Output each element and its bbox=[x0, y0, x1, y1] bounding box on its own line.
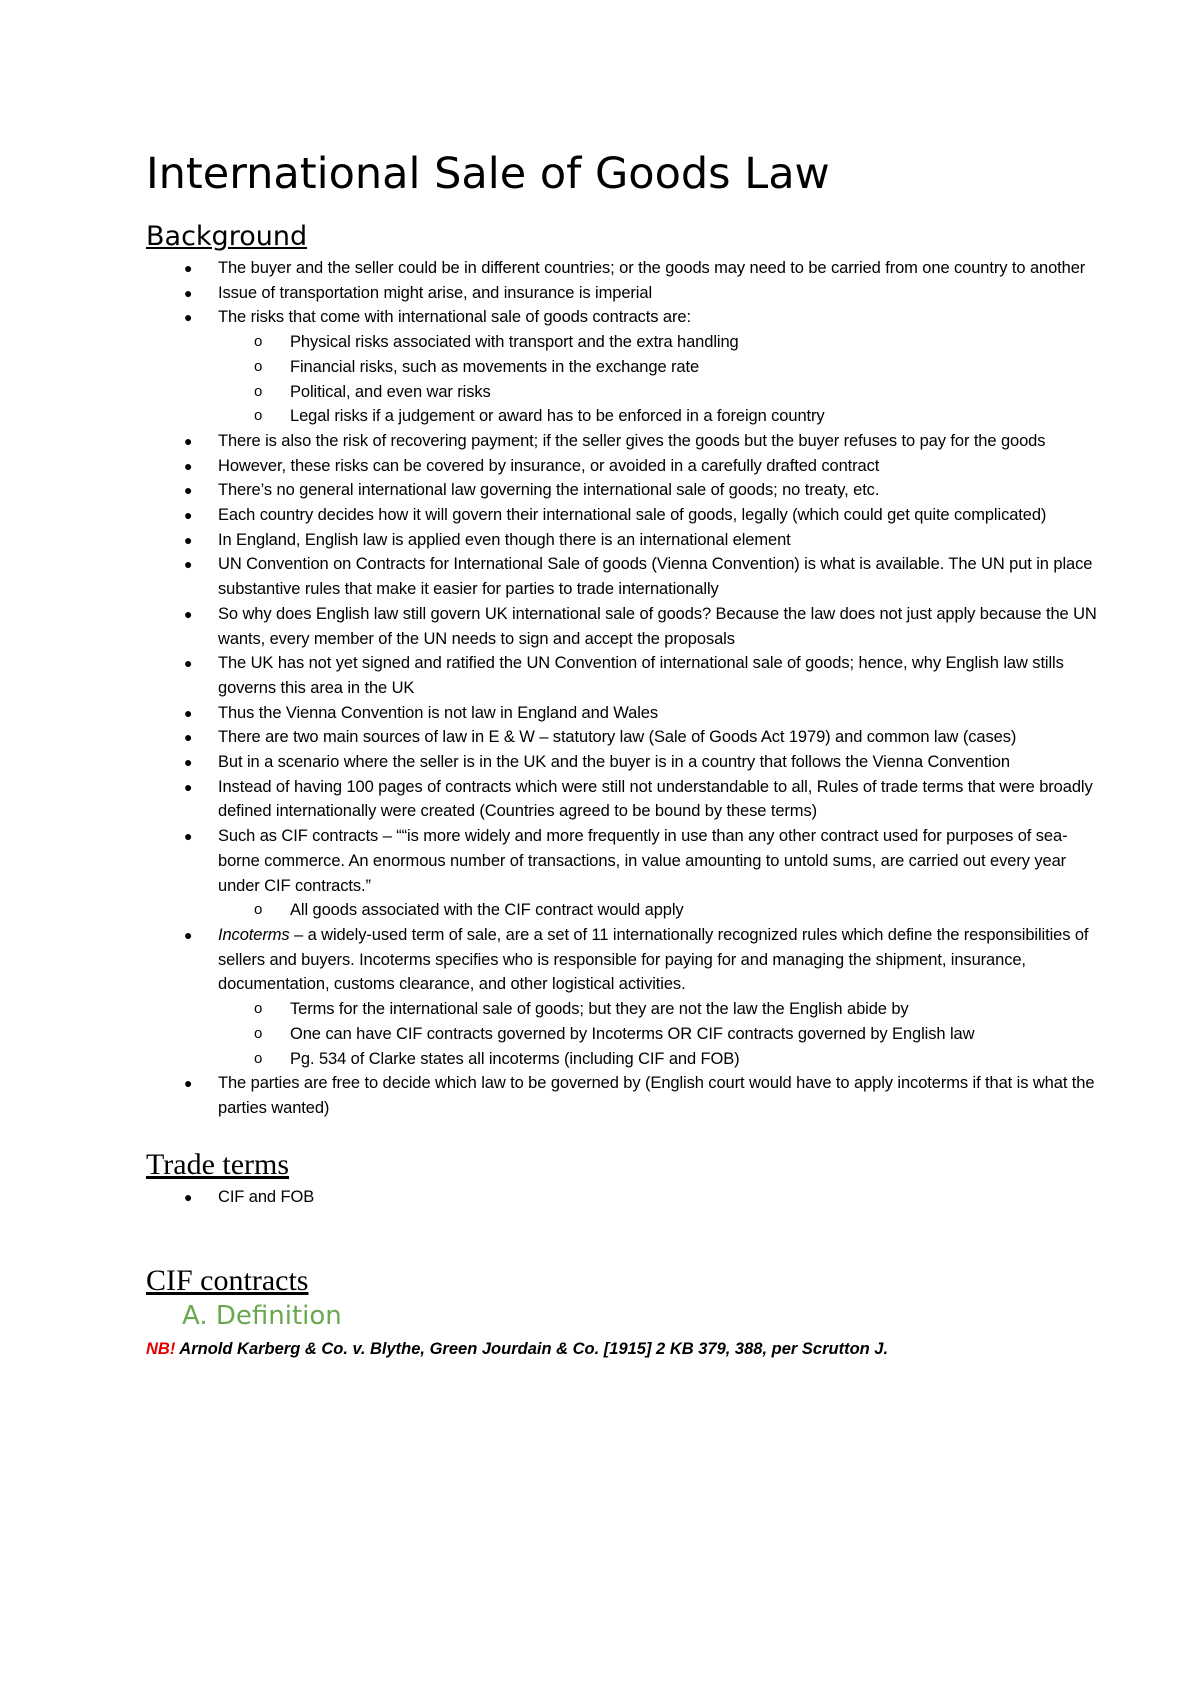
cif-contracts-heading: CIF contracts bbox=[146, 1264, 309, 1298]
bullet-text: There is also the risk of recovering payment; if the seller gives the goods but the buyer refuses to pay for the goods bbox=[218, 431, 1046, 450]
sub-bullet-item bbox=[218, 898, 1100, 923]
bullet-dot-icon: ● bbox=[184, 754, 193, 771]
bullet-dot-icon: ● bbox=[184, 260, 193, 276]
document-title: International Sale of Goods Law bbox=[146, 149, 830, 199]
sub-bullet-text: Political, and even war risks bbox=[290, 382, 491, 401]
bullet-item bbox=[146, 256, 1100, 281]
bullet-dot-icon: ● bbox=[184, 457, 193, 474]
bullet-item bbox=[146, 1071, 1100, 1120]
bullet-item bbox=[146, 503, 1100, 528]
bullet-item bbox=[146, 552, 1100, 601]
sub-bullet-item bbox=[218, 1047, 1100, 1072]
bullet-circle-icon: o bbox=[254, 382, 263, 400]
bullet-text: Thus the Vienna Convention is not law in England and Wales bbox=[218, 703, 658, 722]
bullet-item bbox=[146, 305, 1100, 429]
bullet-item bbox=[146, 429, 1100, 454]
bullet-dot-icon: ● bbox=[184, 284, 193, 301]
bullet-text: – a widely-used term of sale, are a set of 11 internationally recognized rules which define the responsibilities of sellers and buyers. Incoterms specifies who is responsible for paying for and managing the shipment, insurance, documentation, customs clearance, and other logistical activities. bbox=[218, 925, 1089, 994]
bullet-dot-icon: ● bbox=[184, 432, 193, 449]
bullet-circle-icon: o bbox=[254, 357, 263, 375]
sub-bullet-text: Physical risks associated with transport and the extra handling bbox=[290, 333, 739, 352]
case-citation bbox=[146, 1337, 1100, 1361]
bullet-text: But in a scenario where the seller is in the UK and the buyer is in a country that follows the Vienna Convention bbox=[218, 753, 1010, 772]
bullet-item bbox=[146, 701, 1100, 726]
bullet-text: In England, English law is applied even though there is an international element bbox=[218, 530, 791, 549]
bullet-item bbox=[146, 775, 1100, 824]
bullet-dot-icon: ● bbox=[184, 704, 193, 721]
sub-bullet-item bbox=[218, 330, 1100, 355]
bullet-circle-icon: o bbox=[254, 333, 263, 351]
sub-list bbox=[218, 330, 1100, 429]
bullet-item bbox=[146, 602, 1100, 651]
sub-bullet-item bbox=[218, 380, 1100, 405]
sub-bullet-item bbox=[218, 1022, 1100, 1047]
bullet-dot-icon: ● bbox=[184, 1188, 193, 1205]
bullet-item bbox=[146, 478, 1100, 503]
trade-terms-list bbox=[146, 1185, 1100, 1210]
bullet-text: Such as CIF contracts – ““is more widely and more frequently in use than any other contract used for purposes of sea-borne commerce. An enormous number of transactions, in value amounting to untold sums, are carried out every year under CIF contracts.” bbox=[218, 827, 1068, 895]
bullet-text: Each country decides how it will govern their international sale of goods, legally (which could get quite complicated) bbox=[218, 506, 1047, 525]
bullet-dot-icon: ● bbox=[184, 531, 193, 548]
bullet-item bbox=[146, 824, 1100, 923]
italic-term: Incoterms bbox=[218, 925, 290, 944]
bullet-dot-icon: ● bbox=[184, 482, 193, 499]
nb-label: NB! bbox=[146, 1340, 176, 1359]
bullet-dot-icon: ● bbox=[184, 507, 193, 524]
definition-heading: A. Definition bbox=[182, 1301, 342, 1332]
sub-list bbox=[218, 997, 1100, 1071]
bullet-item bbox=[146, 725, 1100, 750]
sub-bullet-text: All goods associated with the CIF contract would apply bbox=[290, 901, 684, 920]
sub-bullet-text: Legal risks if a judgement or award has to be enforced in a foreign country bbox=[290, 407, 825, 426]
bullet-circle-icon: o bbox=[254, 901, 263, 919]
sub-bullet-text: Financial risks, such as movements in the exchange rate bbox=[290, 357, 700, 376]
bullet-text: So why does English law still govern UK international sale of goods? Because the law does not just apply because the UN wants, every member of the UN needs to sign and accept the proposals bbox=[218, 604, 1097, 648]
bullet-circle-icon: o bbox=[254, 1049, 263, 1067]
bullet-item bbox=[146, 454, 1100, 479]
bullet-dot-icon: ● bbox=[184, 309, 193, 326]
bullet-item bbox=[146, 1185, 1100, 1210]
bullet-circle-icon: o bbox=[254, 1000, 263, 1018]
bullet-text: The UK has not yet signed and ratified the UN Convention of international sale of goods; hence, why English law stills governs this area in the UK bbox=[218, 654, 1064, 697]
bullet-dot-icon: ● bbox=[184, 1075, 193, 1092]
bullet-text: The parties are free to decide which law to be governed by (English court would have to apply incoterms if that is what the parties wanted) bbox=[218, 1074, 1095, 1117]
bullet-item bbox=[146, 651, 1100, 700]
sub-bullet-item bbox=[218, 997, 1100, 1022]
background-heading: Background bbox=[146, 221, 308, 252]
bullet-text: CIF and FOB bbox=[218, 1187, 315, 1206]
bullet-item bbox=[146, 750, 1100, 775]
bullet-text: The buyer and the seller could be in different countries; or the goods may need to be carried from one country to another bbox=[218, 259, 1086, 277]
bullet-text: There’s no general international law governing the international sale of goods; no treaty, etc. bbox=[218, 481, 880, 500]
bullet-item bbox=[146, 923, 1100, 1071]
bullet-dot-icon: ● bbox=[184, 556, 193, 573]
bullet-circle-icon: o bbox=[254, 1024, 263, 1042]
sub-bullet-item bbox=[218, 404, 1100, 429]
bullet-item bbox=[146, 528, 1100, 553]
sub-bullet-text: Pg. 534 of Clarke states all incoterms (including CIF and FOB) bbox=[290, 1049, 740, 1068]
sub-bullet-text: Terms for the international sale of goods; but they are not the law the English abide by bbox=[290, 1000, 909, 1019]
bullet-text: Issue of transportation might arise, and insurance is imperial bbox=[218, 283, 653, 302]
bullet-dot-icon: ● bbox=[184, 778, 193, 795]
bullet-dot-icon: ● bbox=[184, 605, 193, 622]
bullet-dot-icon: ● bbox=[184, 655, 193, 672]
sub-bullet-text: One can have CIF contracts governed by Incoterms OR CIF contracts governed by English law bbox=[290, 1024, 975, 1043]
bullet-item bbox=[146, 281, 1100, 306]
bullet-dot-icon: ● bbox=[184, 828, 193, 845]
sub-list bbox=[218, 898, 1100, 923]
bullet-dot-icon: ● bbox=[184, 926, 193, 943]
bullet-dot-icon: ● bbox=[184, 729, 193, 746]
background-list bbox=[146, 256, 1100, 1121]
citation-text: Arnold Karberg & Co. v. Blythe, Green Jourdain & Co. [1915] 2 KB 379, 388, per Scrutton J. bbox=[175, 1340, 889, 1359]
bullet-text: The risks that come with international sale of goods contracts are: bbox=[218, 308, 691, 327]
bullet-text: Instead of having 100 pages of contracts which were still not understandable to all, Rules of trade terms that were broadly defined internationally were created (Countries agreed to be bound by these terms) bbox=[218, 777, 1093, 821]
sub-bullet-item bbox=[218, 355, 1100, 380]
trade-terms-heading: Trade terms bbox=[146, 1147, 290, 1181]
bullet-text: However, these risks can be covered by insurance, or avoided in a carefully drafted contract bbox=[218, 456, 880, 475]
bullet-text: There are two main sources of law in E & W – statutory law (Sale of Goods Act 1979) and common law (cases) bbox=[218, 728, 1017, 747]
bullet-circle-icon: o bbox=[254, 407, 263, 425]
bullet-text: UN Convention on Contracts for International Sale of goods (Vienna Convention) is what is available. The UN put in place substantive rules that make it easier for parties to trade internationally bbox=[218, 555, 1093, 599]
